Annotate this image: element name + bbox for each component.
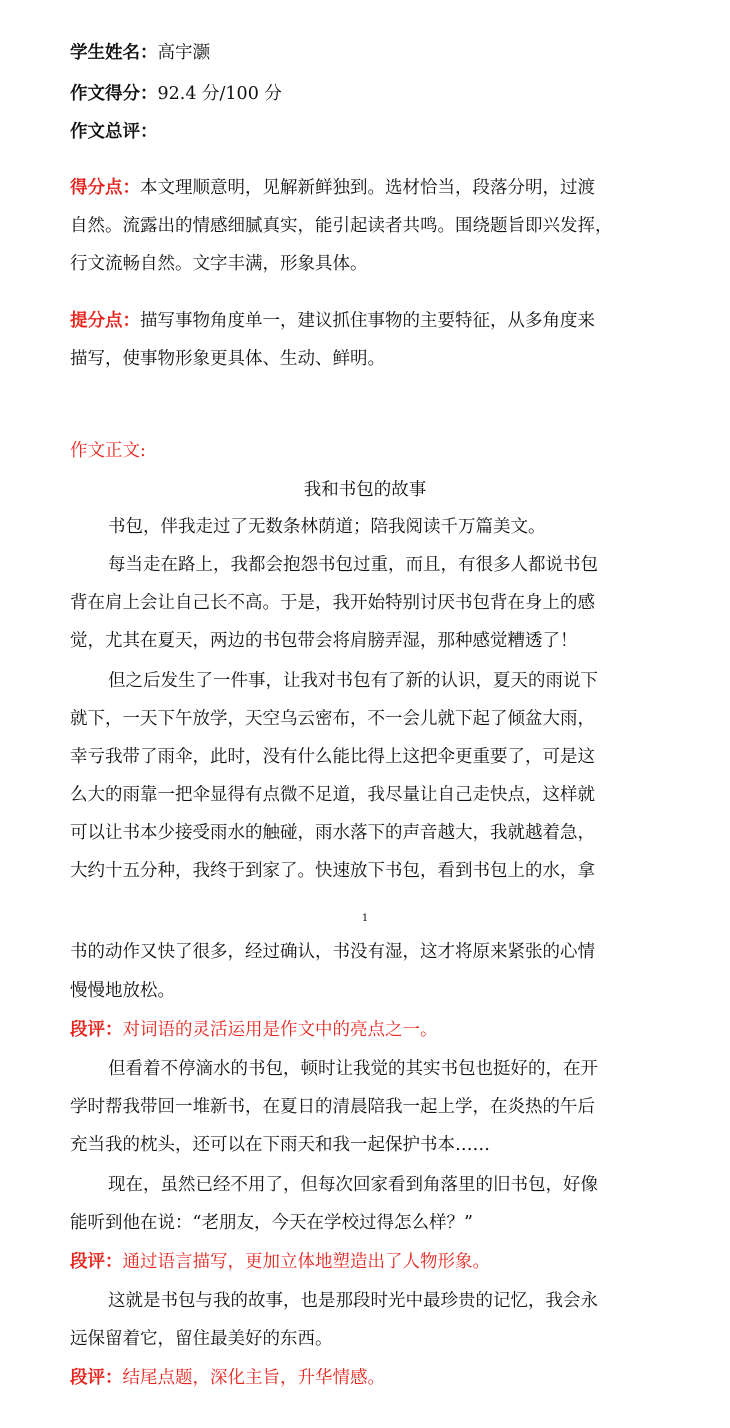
paragraph-comment	[70, 1370, 385, 1388]
page-number: 1	[361, 913, 369, 924]
strengths-line-1	[70, 180, 595, 198]
student-name-value: 高宇灏	[157, 43, 210, 63]
essay-line: 书的动作又快了很多，经过确认，书没有湿，这才将原来紧张的心情	[70, 942, 595, 962]
strengths-line-2: 自然。流露出的情感细腻真实，能引起读者共鸣。围绕题旨即兴发挥，	[70, 216, 613, 236]
essay-line: 可以让书本少接受雨水的触碰，雨水落下的声音越大，我就越着急，	[70, 823, 595, 843]
paragraph-comment	[70, 1254, 490, 1272]
essay-line: 能听到他在说：“老朋友，今天在学校过得怎么样？”	[70, 1213, 473, 1233]
score-value: 92.4 分/100 分	[157, 84, 282, 104]
essay-line: 远保留着它，留住最美好的东西。	[70, 1329, 333, 1349]
body-heading: 作文正文:	[70, 441, 146, 461]
essay-line: 书包，伴我走过了无数条林荫道；陪我阅读千万篇美文。	[108, 517, 546, 537]
score-label: 作文得分：	[70, 84, 158, 104]
essay-line: 但之后发生了一件事，让我对书包有了新的认识，夏天的雨说下	[108, 671, 598, 691]
essay-line: 幸亏我带了雨伞，此时，没有什么能比得上这把伞更重要了，可是这	[70, 747, 595, 767]
essay-line: 这就是书包与我的故事，也是那段时光中最珍贵的记忆，我会永	[108, 1291, 598, 1311]
essay-line: 么大的雨靠一把伞显得有点微不足道，我尽量让自己走快点，这样就	[70, 785, 595, 805]
student-name-row	[70, 45, 210, 63]
essay-line: 现在，虽然已经不用了，但每次回家看到角落里的旧书包，好像	[108, 1175, 598, 1195]
strengths-text-1: 本文理顺意明，见解新鲜独到。选材恰当，段落分明，过渡	[140, 178, 595, 198]
essay-line: 大约十五分种，我终于到家了。快速放下书包，看到书包上的水，拿	[70, 861, 595, 881]
essay-line: 但看着不停滴水的书包，顿时让我觉的其实书包也挺好的，在开	[108, 1059, 598, 1079]
improvements-line-1	[70, 313, 595, 331]
essay-line: 充当我的枕头，还可以在下雨天和我一起保护书本……	[70, 1135, 490, 1155]
essay-line: 觉，尤其在夏天，两边的书包带会将肩膀弄湿，那种感觉糟透了！	[70, 631, 578, 651]
essay-title: 我和书包的故事	[303, 480, 427, 500]
comment-heading: 作文总评：	[70, 122, 158, 142]
student-name-label: 学生姓名：	[70, 43, 158, 63]
score-row	[70, 86, 282, 104]
strengths-line-3: 行文流畅自然。文字丰满，形象具体。	[70, 254, 368, 274]
paragraph-comment-text: 通过语言描写，更加立体地塑造出了人物形象。	[122, 1252, 490, 1272]
paragraph-comment-label: 段评：	[70, 1020, 123, 1040]
paragraph-comment-label: 段评：	[70, 1252, 123, 1272]
paragraph-comment-text: 对词语的灵活运用是作文中的亮点之一。	[122, 1020, 438, 1040]
paragraph-comment	[70, 1022, 438, 1040]
essay-line: 慢慢地放松。	[70, 981, 175, 1001]
paragraph-comment-text: 结尾点题，深化主旨，升华情感。	[122, 1368, 385, 1388]
improvements-label: 提分点：	[70, 311, 140, 331]
improvements-line-2: 描写，使事物形象更具体、生动、鲜明。	[70, 349, 385, 369]
strengths-label: 得分点：	[70, 178, 140, 198]
essay-line: 背在肩上会让自己长不高。于是，我开始特别讨厌书包背在身上的感	[70, 593, 595, 613]
essay-line: 就下，一天下午放学，天空乌云密布，不一会儿就下起了倾盆大雨，	[70, 709, 595, 729]
paragraph-comment-label: 段评：	[70, 1368, 123, 1388]
essay-line: 每当走在路上，我都会抱怨书包过重，而且，有很多人都说书包	[108, 555, 598, 575]
essay-line: 学时帮我带回一堆新书，在夏日的清晨陪我一起上学，在炎热的午后	[70, 1097, 595, 1117]
improvements-text-1: 描写事物角度单一，建议抓住事物的主要特征，从多角度来	[140, 311, 595, 331]
